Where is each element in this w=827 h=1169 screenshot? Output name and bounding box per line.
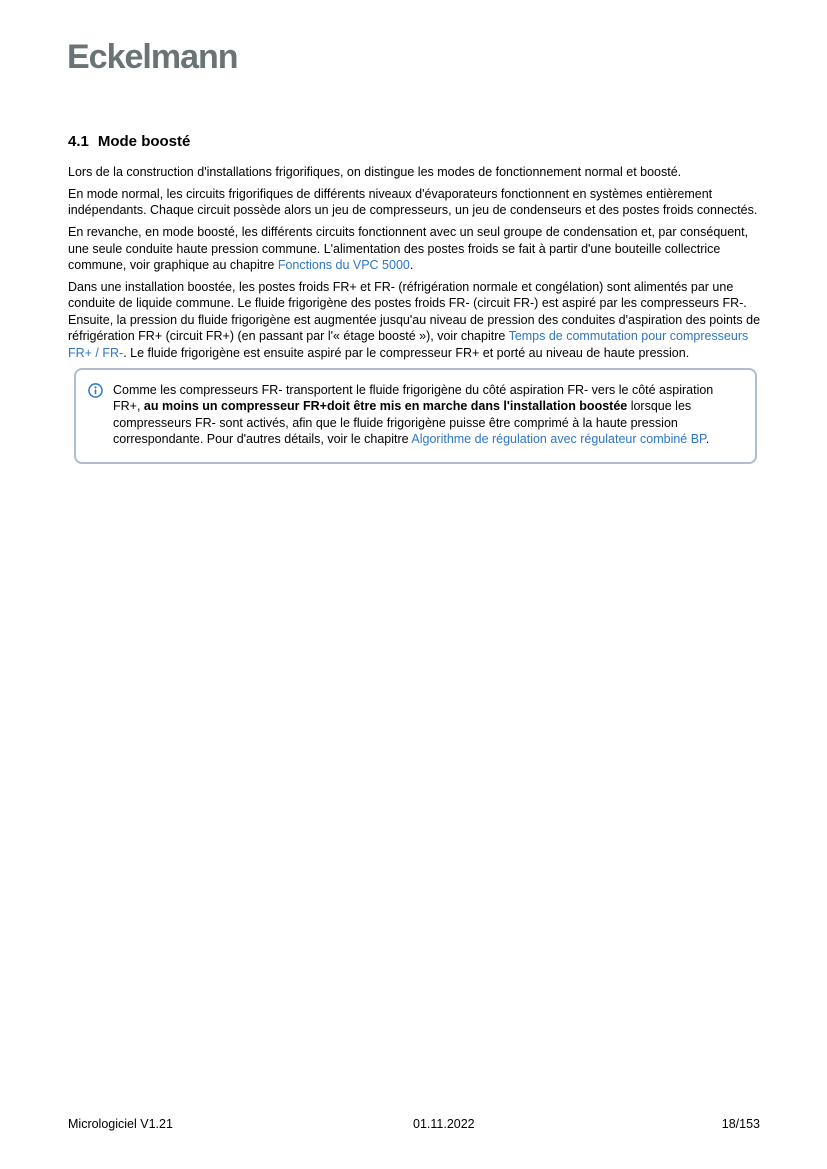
link-algorithme-de-regulation[interactable]: Algorithme de régulation avec régulateur combiné BP xyxy=(411,432,706,447)
page-content xyxy=(68,133,762,464)
paragraph-intro: Lors de la construction d'installations frigorifiques, on distingue les modes de fonctionnement normal et boosté. xyxy=(68,165,682,179)
footer-firmware-version: Micrologiciel V1.21 xyxy=(68,1117,173,1131)
section-title: Mode boosté xyxy=(97,133,191,150)
paragraph-text: . Le fluide frigorigène est ensuite aspiré par le compresseur FR+ et porté au niveau de haute pression. xyxy=(123,345,690,360)
section-heading xyxy=(68,133,762,151)
note-text-part: Comme les compresseurs FR- transportent le fluide frigorigène du côté aspiration FR- vers le côté aspiration FR+, xyxy=(113,382,714,414)
note-text-part: lorsque les compresseurs FR- sont activés, afin que le fluide frigorigène puisse être comprimé à la haute pression correspondante. Pour d'autres détails, voir le chapitre xyxy=(113,399,692,447)
link-fonctions-du-vpc-5000[interactable]: Fonctions du VPC 5000 xyxy=(277,258,410,273)
paragraph-boosted-mode xyxy=(68,224,762,273)
eckelmann-logo: Eckelmann xyxy=(67,38,238,76)
footer-page-number: 18/153 xyxy=(721,1117,760,1131)
paragraph-boosted-installation xyxy=(68,279,762,361)
paragraph-text: . xyxy=(409,258,414,273)
paragraph-text: Dans une installation boostée, les postes froids FR+ et FR- (réfrigération normale et congélation) sont alimentés par une conduite de liquide commune. Le fluide frigorigène des postes froids FR- (circuit FR-) est aspiré par les compresseurs FR-. Ensuite, la pression du fluide frigorigène est augmentée jusqu'au niveau de pression des conduites d'aspiration des points de réfrigération FR+ (circuit FR+) (en passant par l'« étage boosté »), voir chapitre xyxy=(68,279,761,344)
note-text-part: . xyxy=(705,432,710,447)
section-number: 4.1 xyxy=(68,133,89,150)
info-note-text xyxy=(113,382,725,448)
paragraph-text: En revanche, en mode boosté, les différents circuits fonctionnent avec un seul groupe de condensation et, par conséquent, une seule conduite haute pression commune. L'alimentation des postes froids se fait à partir d'une bouteille collectrice commune, voir graphique au chapitre xyxy=(68,225,749,273)
info-icon xyxy=(88,383,103,398)
paragraph-normal-mode: En mode normal, les circuits frigorifiques de différents niveaux d'évaporateurs fonctionnent en systèmes entièrement indépendants. Chaque circuit possède alors un jeu de compresseurs, un jeu de condenseurs et des postes froids connectés. xyxy=(68,186,758,218)
note-text-bold: au moins un compresseur FR+doit être mis en marche dans l'installation boostée xyxy=(143,399,628,414)
link-temps-de-commutation[interactable]: Temps de commutation pour compresseurs FR+ / FR- xyxy=(68,329,749,360)
info-note-box xyxy=(74,368,757,464)
footer-date: 01.11.2022 xyxy=(413,1117,475,1131)
